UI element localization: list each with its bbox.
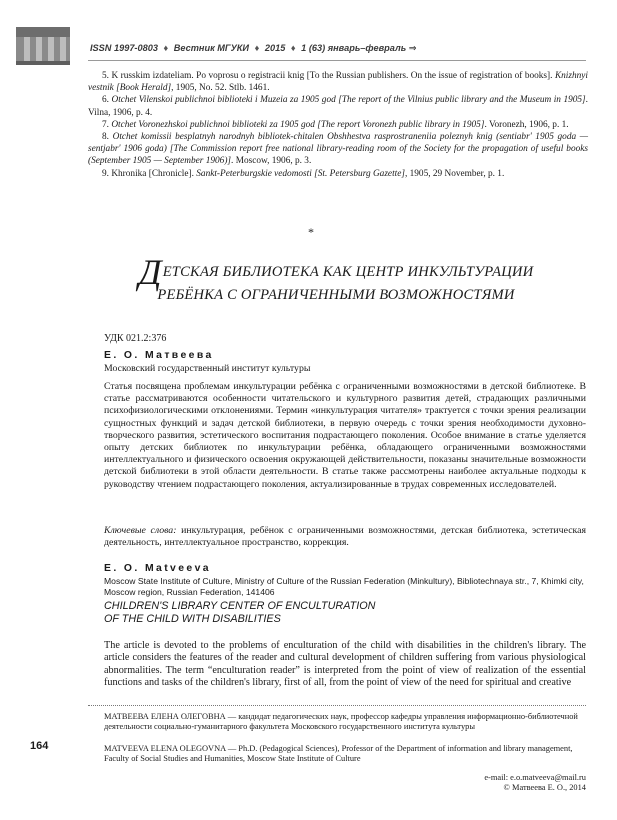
logo-capital [16,27,70,37]
abstract-ru: Статья посвящена проблемам инкультурации ребёнка с ограниченными возможностями в детской библиотеке. В статье рассматриваются особенности читательского и культурного развития детей, страдающих различными психофизиологическими отклонениями. Термин «инкультурация читателя» трактуется с точки зрения реализации сущностных функций и задач детской библиотеки, в первую очередь с точки зрения необходимости духовно-творческого развития, эстетического воспитания подрастающего поколения. Особое внимание в статье уделяется опыту детских библиотек по инкультурации ребёнка, обладающего ограниченными возможностями интеллектуального и физического освоения окружающей действительности, показаны значительные возможности детской библиотеки в этой области деятельности. В статье также рассмотрены наиболее актуальные подходы к руководству чтением подрастающего поколения, актуализированные в трудах современных исследователей. [104,381,586,490]
reference-item: 7. Otchet Voronezhskoi publichnoi biblioteki za 1905 god [The report Voronezh public library in 1905]. Voronezh, 1906, p. 1. [102,119,569,130]
reference-item: 9. Khronika [Chronicle]. Sankt-Peterburgskie vedomosti [St. Petersburg Gazette], 1905, 29 November, p. 1. [102,168,505,179]
affiliation-en: Moscow State Institute of Culture, Ministry of Culture of the Russian Federation (Minkultury), Bibliotechnaya str., 7, Khimki city, Moscow region, Russian Federation, 141406 [104,576,584,597]
journal-name: Вестник МГУКИ [173,43,250,53]
abstract-en: The article is devoted to the problems of enculturation of the child with disabilities in the children's library. The article considers the features of the reader and cultural development of children suffering from various physiological abnormalities. The term “enculturation reader” is interpreted from the point of view of realization of the essential functions and tasks of the children's library, first of all, from the point of view of the need for spiritual and creative [104,640,586,689]
issn: ISSN 1997-0803 [90,43,158,53]
references-list [88,70,588,180]
title-en-line-2: OF THE CHILD WITH DISABILITIES [104,612,281,625]
affiliation-ru: Московский государственный институт культуры [104,363,311,374]
reference-item: 5. K russkim izdateliam. Po voprosu o registracii knig [To the Russian publishers. On the issue of registration of books]. Knizhnyi vestnik [Book Herald], 1905, No. 52. Stlb. 1461. [88,71,589,94]
reference-item: 6. Otchet Vilenskoi publichnoi biblioteki i Muzeia za 1905 god [The report of the Vilnius public library and the Museum in 1905]. Vilna, 1906, p. 4. [88,95,588,118]
keywords-label: Ключевые слова: [104,525,177,536]
arrow-icon: ⇒ [408,43,417,53]
article-title [86,252,586,306]
author-note-ru: МАТВЕЕВА ЕЛЕНА ОЛЕГОВНА — кандидат педагогических наук, профессор кафедры управления информационно-библиотечной деятельности социально-гуманитарного факультета Московского государственного института культуры [104,712,578,732]
running-header [90,43,416,54]
keywords-text: инкультурация, ребёнок с ограниченными возможностями, детская библиотека, эстетическая деятельность, интеллектуальное пространство, коррекция. [104,525,587,549]
article-title-en [104,600,375,625]
separator-icon: ♦ [163,43,169,53]
copyright: © Матвеева Е. О., 2014 [503,783,586,792]
separator-icon: ♦ [254,43,260,53]
section-divider-star: * [308,225,314,239]
keywords-ru [104,525,586,549]
year: 2015 [264,43,286,53]
author-email: e-mail: e.o.matveeva@mail.ru [484,773,586,782]
title-initial: Д [138,252,162,292]
reference-item: 8. Otchet komissii besplatnyh narodnyh bibliotek-chitalen Obshhestva rasprostraneniia poleznyh knig (sentiabr' 1905 goda — sentjabr' 1906 goda) [The Commission report free national library-reading room of the Society for the propagation of useful books (September 1905 — September 1906)]. Moscow, 1906, p. 3. [88,132,588,167]
page-number: 164 [30,740,49,752]
journal-logo [16,27,70,65]
title-line-1: ЕТСКАЯ БИБЛИОТЕКА КАК ЦЕНТР ИНКУЛЬТУРАЦИИ [162,264,534,280]
separator-icon: ♦ [290,43,296,53]
author-note-en: MATVEEVA ELENA OLEGOVNA — Ph.D. (Pedagogical Sciences), Professor of the Department of information and library management, Faculty of Social Studies and Humanities, Moscow State Institute of Culture [104,744,573,764]
udk-code: УДК 021.2:376 [104,333,167,344]
author-en: E. O. Matveeva [104,563,211,574]
header-rule [88,60,586,61]
title-line-2: РЕБЁНКА С ОГРАНИЧЕННЫМИ ВОЗМОЖНОСТЯМИ [157,287,515,303]
author-ru: Е. О. Матвеева [104,350,214,361]
issue: 1 (63) январь–февраль [301,43,407,53]
title-en-line-1: CHILDREN'S LIBRARY CENTER OF ENCULTURATION [104,600,376,612]
logo-base [16,61,70,65]
footnote-rule [88,705,586,706]
